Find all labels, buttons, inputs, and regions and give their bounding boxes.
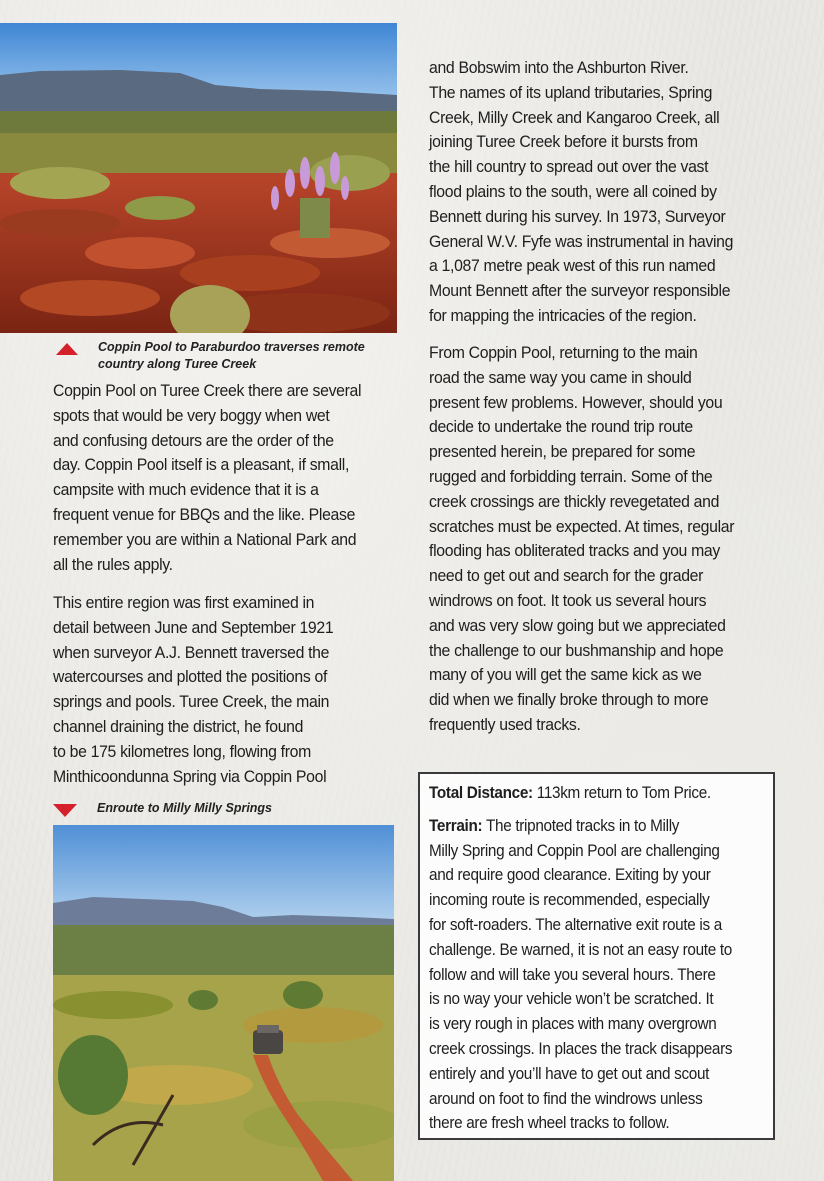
terrain-line: and require good clearance. Exiting by your [429,865,711,885]
terrain-line: is very rough in places with many overgrown [429,1014,717,1034]
trip-info-box [418,772,775,1140]
terrain-line: challenge. Be warned, it is not an easy route to [429,939,732,959]
terrain-line: is no way your vehicle won’t be scratched. It [429,989,714,1009]
total-distance [429,781,771,806]
bottom-photo-caption: Enroute to Milly Milly Springs [97,801,273,815]
total-distance-value: 113km return to Tom Price. [532,783,711,802]
terrain-line: for soft-roaders. The alternative exit route is a [429,914,722,934]
top-photo-caption: Coppin Pool to Paraburdoo traverses remote country along Turee Creek [98,340,365,371]
outback-landscape-photo [0,23,397,333]
total-distance-label: Total Distance: [429,783,533,802]
terrain-line: there are fresh wheel tracks to follow. [429,1113,670,1133]
left-paragraph-2: This entire region was first examined in detail between June and September 1921 when surveyor A.J. Bennett traversed the watercourses and plotted the positions of springs and pools. Turee Creek, the main channel draining the district, he found to be 175 kilometres long, flowing from Minthicoondunna Spring via Coppin Pool [53,593,334,786]
terrain-first-line: Terrain: The tripnoted tracks in to Milly [429,815,680,835]
terrain-label: Terrain: [429,815,483,835]
terrain-line: creek crossings. In places the track disappears [429,1038,733,1058]
left-paragraph-1: Coppin Pool on Turee Creek there are several spots that would be very boggy when wet and confusing detours are the order of the day. Coppin Pool itself is a pleasant, if small, campsite with much evidence that it is a frequent venue for BBQs and the like. Please remember you are within a National Park and all the rules apply. [53,381,362,574]
right-paragraph-2: From Coppin Pool, returning to the main road the same way you came in should present few problems. However, should you decide to undertake the round trip route presented herein, be prepared for some rugged and forbidding terrain. Some of the creek crossings are thickly revegetated and scratches must be expected. At times, regular flooding has obliterated tracks and you may need to get out and search for the grader windrows on foot. It took us several hours and was very slow going but we appreciated the challenge to our bushmanship and hope many of you will get the same kick as we did when we finally broke through to more frequently used tracks. [429,343,735,734]
outback-track-photo [53,825,394,1181]
terrain-line: around on foot to find the windrows unless [429,1088,703,1108]
terrain-line: follow and will take you several hours. There [429,964,716,984]
caption-arrow-down-icon [53,804,77,817]
right-paragraph-1: and Bobswim into the Ashburton River. The names of its upland tributaries, Spring Creek, Milly Creek and Kangaroo Creek, all joining Turee Creek before it bursts from the hill country to spread out over the vast flood plains to the south, were all coined by Bennett during his survey. In 1973, Surveyor General W.V. Fyfe was instrumental in having a 1,087 metre peak west of this run named Mount Bennett after the surveyor responsible for mapping the intricacies of the region. [429,58,734,325]
caption-arrow-up-icon [56,343,78,355]
terrain-line: Milly Spring and Coppin Pool are challenging [429,840,720,860]
terrain-line: entirely and you’ll have to get out and scout [429,1063,710,1083]
terrain-line: incoming route is recommended, especially [429,890,710,910]
